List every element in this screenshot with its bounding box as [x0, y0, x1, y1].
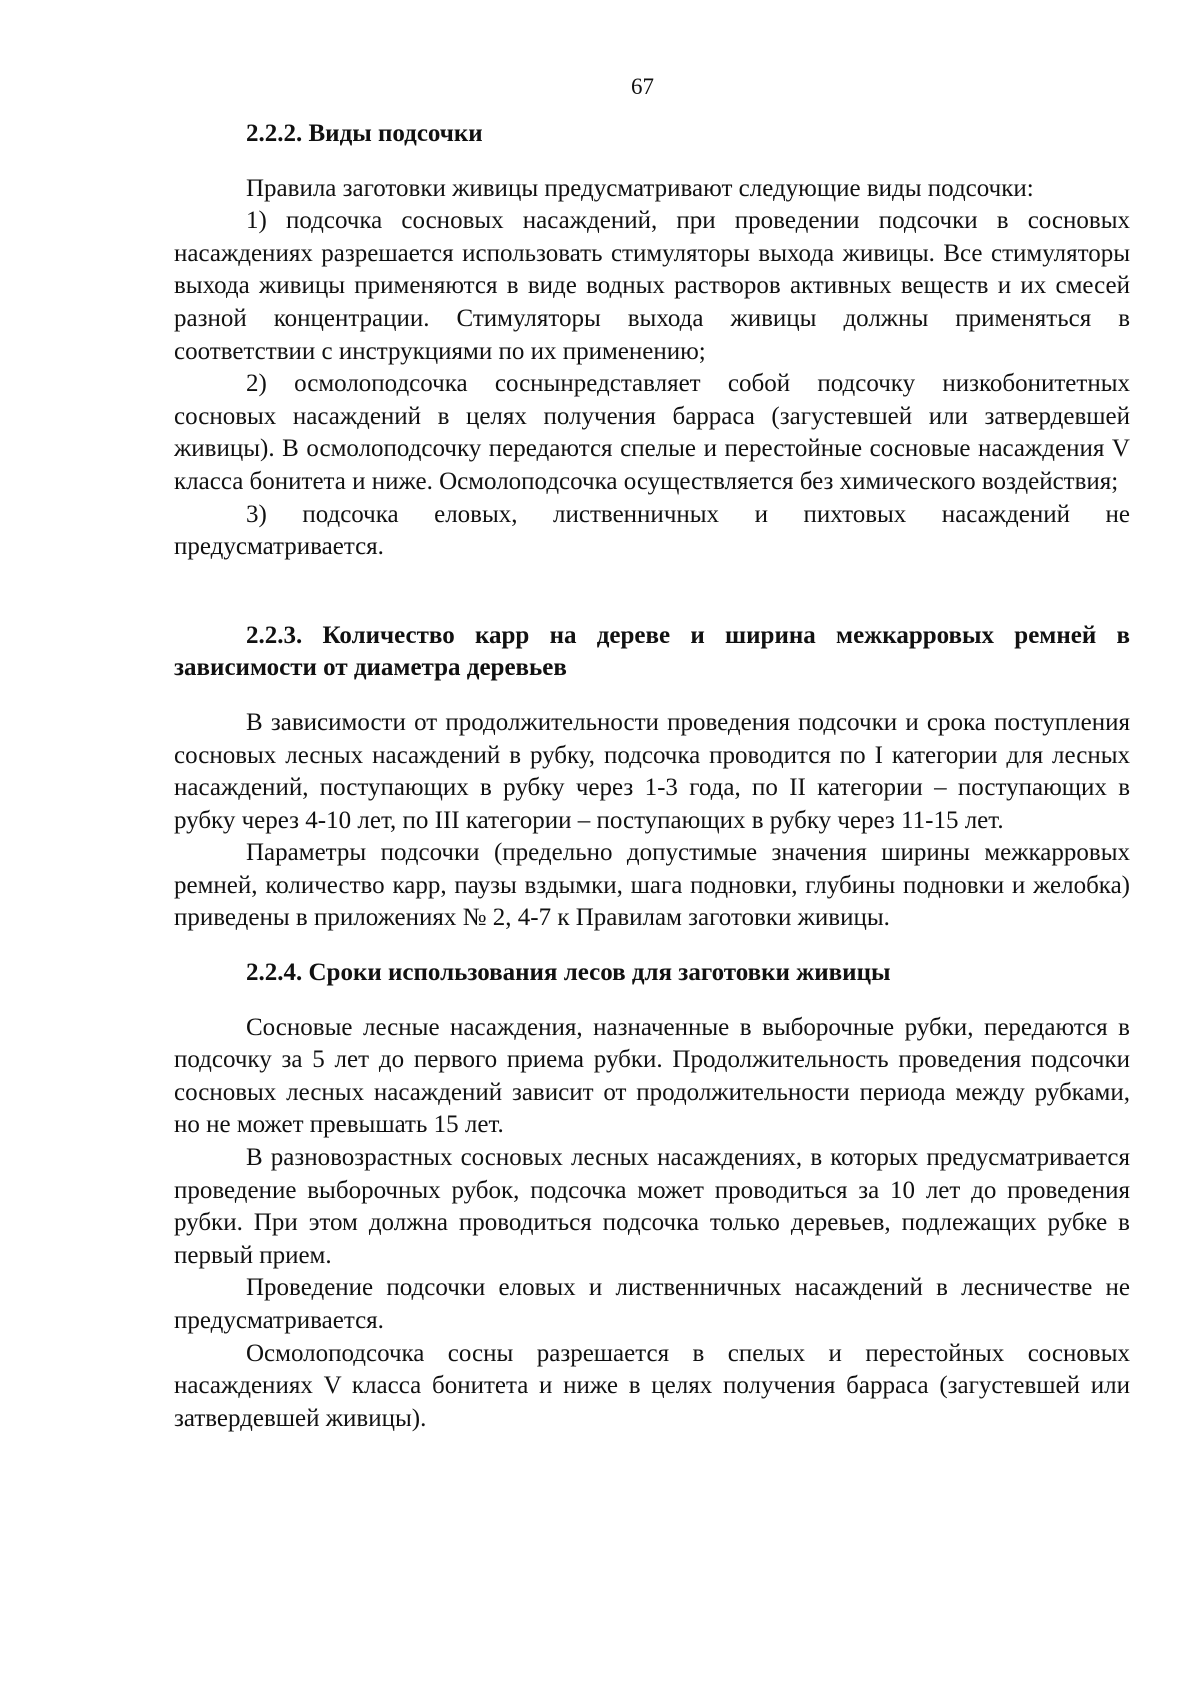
- page-number: 67: [631, 74, 654, 99]
- section-intro: Правила заготовки живицы предусматривают следующие виды подсочки:: [246, 174, 1034, 202]
- paragraph: Параметры подсочки (предельно допустимые значения ширины межкарровых ремней, количество карр, паузы вздымки, шага подновки, глубины подновки и желобка) приведены в приложениях № 2, 4-7 к Правилам заготовки живицы.: [174, 839, 1130, 932]
- section-heading-2-2-2: 2.2.2. Виды подсочки: [246, 120, 483, 147]
- section-heading-2-2-4: 2.2.4. Сроки использования лесов для заготовки живицы: [246, 959, 891, 987]
- list-item-3: 3) подсочка еловых, лиственничных и пихтовых насаждений не предусматривается.: [174, 500, 1130, 561]
- paragraph: В разновозрастных сосновых лесных насаждениях, в которых предусматривается проведение выборочных рубок, подсочка может проводиться за 10 лет до проведения рубки. При этом должна проводиться подсочка только деревьев, подлежащих рубке в первый прием.: [174, 1144, 1130, 1269]
- paragraph: Сосновые лесные насаждения, назначенные в выборочные рубки, передаются в подсочку за 5 лет до первого приема рубки. Продолжительность проведения подсочки сосновых лесных насаждений зависит от продолжительности периода между рубками, но не может превышать 15 лет.: [174, 1013, 1130, 1139]
- document-body: [174, 118, 1130, 1435]
- paragraph: В зависимости от продолжительности проведения подсочки и срока поступления сосновых лесных насаждений в рубку, подсочка проводится по I категории для лесных насаждений, поступающих в рубку через 1-3 года, по II категории – поступающих в рубку через 4-10 лет, по III категории – поступающих в рубку через 11-15 лет.: [174, 708, 1130, 834]
- paragraph: Проведение подсочки еловых и лиственничных насаждений в лесничестве не предусматривается.: [174, 1274, 1130, 1334]
- section-heading-2-2-3: 2.2.3. Количество карр на дереве и ширина межкарровых ремней в зависимости от диаметра деревьев: [174, 621, 1130, 682]
- list-item-1: 1) подсочка сосновых насаждений, при проведении подсочки в сосновых насаждениях разрешается использовать стимуляторы выхода живицы. Все стимуляторы выхода живицы применяются в виде водных растворов активных веществ и их смесей разной концентрации. Стимуляторы выхода живицы должны применяться в соответствии с инструкциями по их применению;: [174, 207, 1130, 365]
- list-item-2: 2) осмолоподсочка соснынредставляет собой подсочку низкобонитетных сосновых насаждений в целях получения барраса (загустевшей или затвердевшей живицы). В осмолоподсочку передаются спелые и перестойные сосновые насаждения V класса бонитета и ниже. Осмолоподсочка осуществляется без химического воздействия;: [174, 370, 1130, 495]
- paragraph: Осмолоподсочка сосны разрешается в спелых и перестойных сосновых насаждениях V класса бонитета и ниже в целях получения барраса (загустевшей или затвердевшей живицы).: [174, 1339, 1130, 1432]
